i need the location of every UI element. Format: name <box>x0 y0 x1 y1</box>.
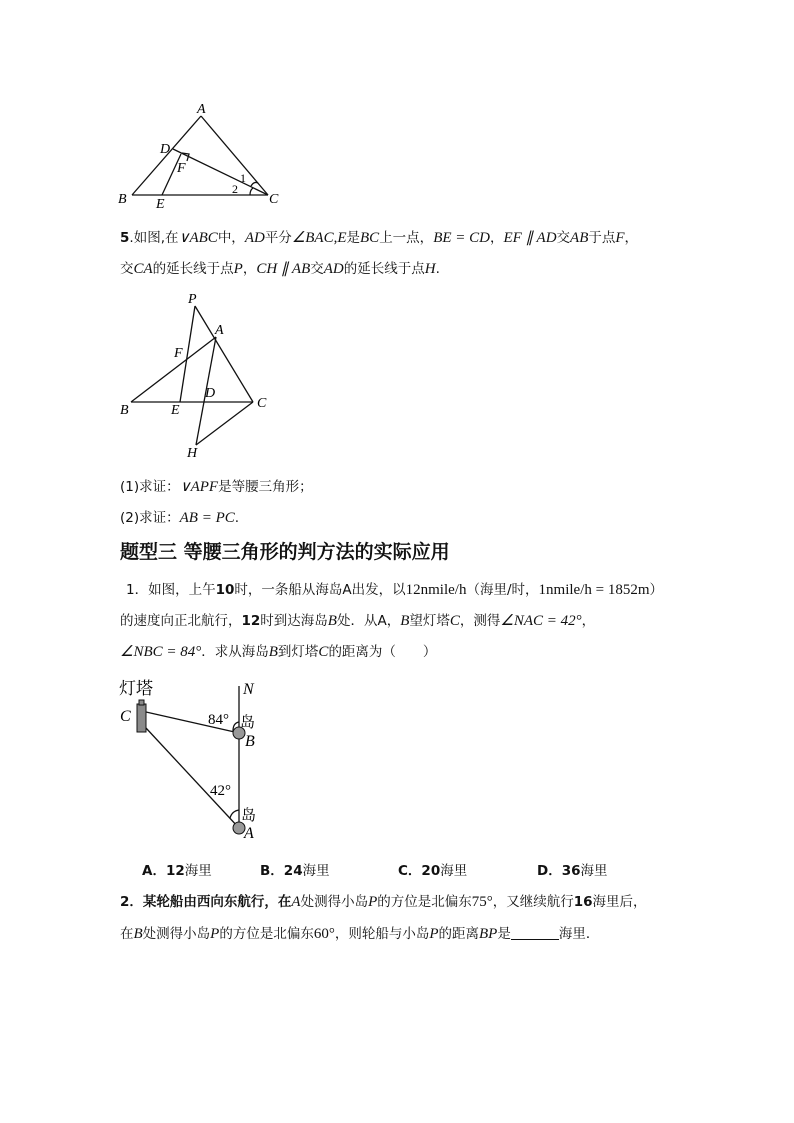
text-run: 的距离 <box>438 926 480 942</box>
text-run: 海里． <box>558 926 600 942</box>
math-run: C <box>449 613 460 629</box>
figure-triangle-abc-2 <box>110 288 280 460</box>
text-run: 的方位是北偏东 <box>219 926 314 942</box>
q2-line-2 <box>120 924 599 944</box>
q2-line-1 <box>120 892 647 912</box>
math-run: 60° <box>313 926 335 942</box>
label-e: E <box>156 197 165 212</box>
label-a: A <box>197 102 206 117</box>
label-c: C <box>257 396 267 411</box>
label-angle-1: 1 <box>240 171 246 185</box>
text-run: 上一点， <box>379 230 434 246</box>
option-value: 36 <box>561 863 581 879</box>
q1-line-2 <box>120 611 595 631</box>
text-run: ， <box>242 261 257 277</box>
angle-arc-42 <box>230 810 239 818</box>
label-d: D <box>205 386 216 401</box>
math-run: B <box>400 613 410 629</box>
answer-blank[interactable] <box>511 925 559 940</box>
text-run: 平分 <box>264 230 292 246</box>
text-run: ，则轮船与小岛 <box>334 926 430 942</box>
text-run: ， <box>624 230 639 246</box>
math-run: P <box>210 926 220 942</box>
math-run: ∠NBC = 84° <box>120 644 202 660</box>
text-run: 望灯塔 <box>409 613 450 629</box>
text-run: 交 <box>556 230 571 246</box>
math-run: ∠BAC <box>291 230 334 246</box>
math-run: E <box>337 230 347 246</box>
text-run: ，又继续航行 <box>492 894 574 910</box>
segment-pc <box>195 306 253 402</box>
segment-dc <box>173 149 268 195</box>
label-e: E <box>171 403 180 418</box>
text-run: 的方位是北偏东 <box>377 894 472 910</box>
text-run: ， <box>489 230 504 246</box>
angle-arc-1 <box>251 182 258 186</box>
option-label: A． <box>142 863 166 879</box>
math-run: BP <box>479 926 498 942</box>
label-f: F <box>177 161 186 176</box>
text-run: ，测得 <box>459 613 501 629</box>
text-run: ） <box>649 582 663 598</box>
text-run: 的延长线于点 <box>152 261 234 277</box>
math-run: P <box>368 894 378 910</box>
math-run: 75° <box>471 894 493 910</box>
math-run: P <box>233 261 243 277</box>
text-run: . <box>435 261 440 277</box>
text-run: 海里后， <box>592 894 647 910</box>
label-c: C <box>120 708 131 725</box>
text-run: 处测得小岛 <box>300 894 369 910</box>
math-run: C <box>318 644 329 660</box>
text-run: 交 <box>120 261 134 277</box>
math-run: , <box>333 230 338 246</box>
text-run: 的距离为（ ） <box>328 644 437 660</box>
angle-arc-2 <box>250 188 253 195</box>
math-run: ∠NAC = 42° <box>500 613 582 629</box>
text-run: 在 <box>120 926 134 942</box>
q1-line-1 <box>126 580 663 600</box>
option-a[interactable] <box>142 861 212 881</box>
number-run: 10 <box>215 582 235 598</box>
lighthouse-icon <box>137 704 146 732</box>
segment-ca <box>146 728 239 828</box>
text-run: .如图,在 <box>129 230 179 246</box>
text-run: 处测得小岛 <box>142 926 211 942</box>
math-run: P <box>429 926 439 942</box>
option-unit: 海里 <box>580 863 608 879</box>
text-run: . <box>234 510 240 526</box>
math-run: AD <box>323 261 344 277</box>
section-heading: 题型三 等腰三角形的判方法的实际应用 <box>120 541 450 563</box>
q5-sub-1 <box>120 477 313 497</box>
option-unit: 海里 <box>184 863 212 879</box>
math-run: AD <box>244 230 265 246</box>
text-run: 到灯塔 <box>277 644 319 660</box>
math-run: BE = CD <box>433 230 490 246</box>
label-f: F <box>174 346 183 361</box>
text-run: ．求从海岛 <box>201 644 269 660</box>
label-lighthouse: 灯塔 <box>119 679 153 698</box>
math-run: ∨ABC <box>178 230 218 246</box>
math-run: A <box>291 894 301 910</box>
text-run: 的延长线于点 <box>343 261 425 277</box>
segment-hc <box>196 402 253 445</box>
option-label: C． <box>398 863 422 879</box>
option-b[interactable] <box>260 861 330 881</box>
label-a: A <box>215 323 224 338</box>
math-run: BC <box>360 230 380 246</box>
option-unit: 海里 <box>440 863 468 879</box>
text-run: ， <box>581 613 596 629</box>
label-b: B <box>120 403 129 418</box>
text-run: 2．某轮船由西向东航行，在 <box>120 894 292 910</box>
math-run: ∨APF <box>179 479 219 495</box>
option-label: D． <box>537 863 562 879</box>
option-value: 24 <box>283 863 303 879</box>
option-label: B． <box>260 863 284 879</box>
option-unit: 海里 <box>302 863 330 879</box>
math-run: 12nmile/h <box>405 582 467 598</box>
lighthouse-top-icon <box>139 700 144 705</box>
text-run: (2)求证： <box>120 510 180 526</box>
q5-line-2 <box>120 259 440 279</box>
label-b: B <box>118 192 127 207</box>
option-value: 12 <box>165 863 185 879</box>
figure-triangle-abc-1 <box>110 100 290 212</box>
label-d: D <box>160 142 171 157</box>
label-island-b: 岛 <box>240 715 256 731</box>
figure-lighthouse <box>112 675 272 845</box>
option-value: 20 <box>421 863 441 879</box>
label-angle-84: 84° <box>208 712 229 728</box>
label-angle-2: 2 <box>232 182 238 196</box>
text-run: （海里/时， <box>466 582 539 598</box>
label-a: A <box>244 825 254 842</box>
math-run: H <box>424 261 436 277</box>
label-p: P <box>188 292 197 307</box>
text-run: 时到达海岛 <box>260 613 328 629</box>
text-run: 中， <box>217 230 245 246</box>
text-run: 是 <box>346 230 361 246</box>
label-b: B <box>245 733 255 750</box>
math-run: 1nmile/h = 1852m <box>538 582 650 598</box>
label-c: C <box>269 192 279 207</box>
text-run: 的速度向正北航行， <box>120 613 242 629</box>
text-run: 于点 <box>588 230 616 246</box>
label-n: N <box>243 681 254 698</box>
math-run: AB <box>570 230 589 246</box>
text-run: 交 <box>310 261 324 277</box>
number-run: 16 <box>573 894 593 910</box>
math-run: B <box>133 926 143 942</box>
math-run: AB = PC <box>179 510 235 526</box>
math-run: F <box>615 230 625 246</box>
math-run: B <box>327 613 337 629</box>
text-run: 是 <box>497 926 511 942</box>
q1-line-3 <box>120 642 436 662</box>
text-run: 时，一条船从海岛A出发，以 <box>234 582 406 598</box>
math-run: CH ∥ AB <box>256 261 311 277</box>
q5-sub-2 <box>120 508 239 528</box>
math-run: B <box>268 644 278 660</box>
text-run: 1．如图，上午 <box>126 582 216 598</box>
label-island-a: 岛 <box>241 808 257 824</box>
q5-line-1 <box>120 228 638 248</box>
label-angle-42: 42° <box>210 783 231 799</box>
text-run: 处．从A， <box>336 613 401 629</box>
option-d[interactable] <box>537 861 608 881</box>
text-run: 是等腰三角形； <box>218 479 313 495</box>
math-run: CA <box>133 261 153 277</box>
q5-number: 5 <box>120 230 130 246</box>
option-c[interactable] <box>398 861 467 881</box>
text-run: (1)求证： <box>120 479 180 495</box>
number-run: 12 <box>241 613 261 629</box>
math-run: EF ∥ AD <box>503 230 557 246</box>
label-h: H <box>187 446 198 460</box>
